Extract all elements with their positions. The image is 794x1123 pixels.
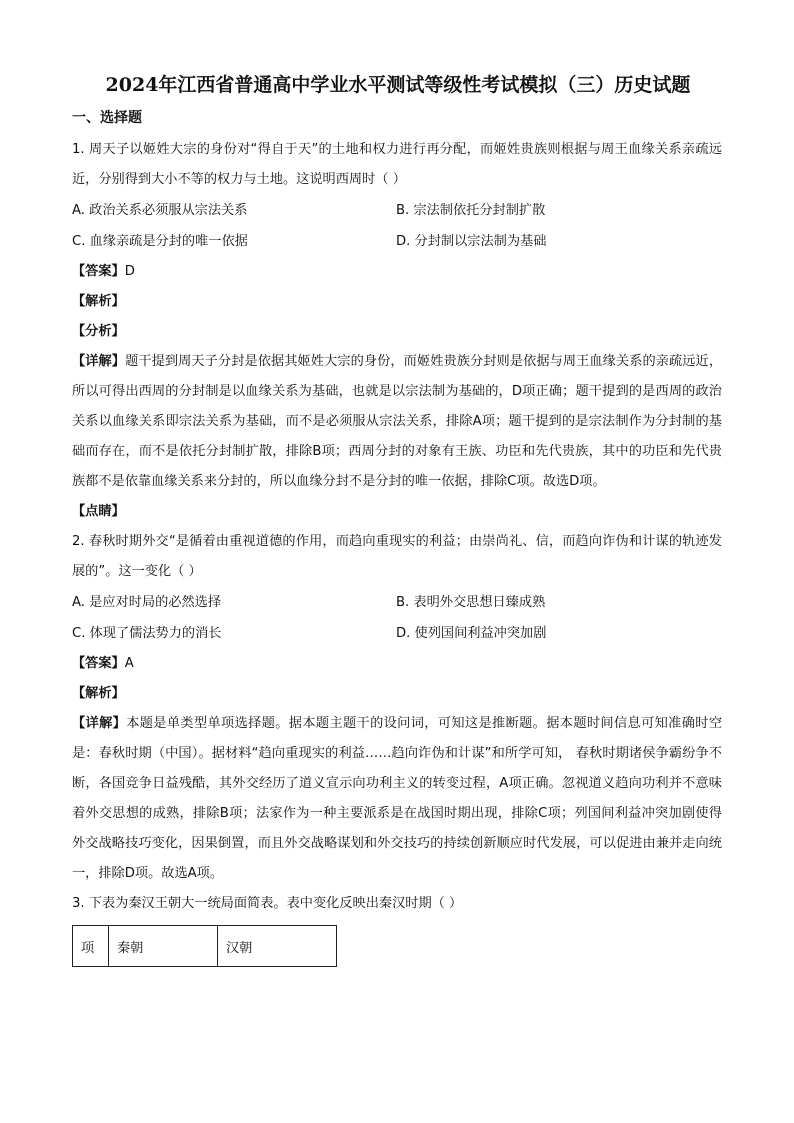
jiexi-tag: 【解析】 (72, 686, 125, 701)
option-a: A. 政治关系必须服从宗法关系 (72, 203, 248, 218)
answer-tag: 【答案】 (72, 264, 125, 279)
detail-text: 本题是单类型单项选择题。据本题主题干的设问词，可知这是推断题。据本题时间信息可知准确时空是：春秋时期（中国）。据材料“趋向重现实的利益……趋向诈伪和计谋”和所学可知， 春秋时期诸侯争霸纷争不断，各国竞争日益残酷，其外交经历了道义宣示向功利主义的转变过程，A项正确。忽视道义趋向功利并不意味着外交思想的成熟，排除B项；法家作为一种主要派系是在战国时期出现，排除C项；列国间利益冲突加剧使得外交战略技巧变化，因果倒置，而且外交战略谋划和外交技巧的持续创新顺应时代发展，可以促进由兼并走向统一，排除D项。故选A项。 (72, 716, 723, 881)
question-3 (72, 889, 722, 967)
jiexi-tag: 【解析】 (72, 294, 125, 309)
question-2 (72, 527, 722, 889)
detail-tag: 【详解】 (72, 354, 126, 369)
answer-line (72, 649, 722, 679)
question-1-options (72, 195, 722, 257)
question-3-stem: 3. 下表为秦汉王朝大一统局面简表。表中变化反映出秦汉时期（ ） (72, 896, 463, 911)
question-2-options (72, 587, 722, 649)
answer-value: A (124, 656, 134, 671)
table-header-row (73, 926, 337, 967)
fenxi-tag: 【分析】 (72, 324, 125, 339)
section-heading: 一、选择题 (72, 110, 142, 126)
option-c: C. 体现了儒法势力的消长 (72, 626, 222, 641)
answer-line (72, 257, 722, 287)
option-d: D. 使列国间利益冲突加剧 (396, 626, 547, 641)
question-1 (72, 135, 722, 527)
option-b: B. 宗法制依托分封制扩散 (396, 203, 546, 218)
question-2-stem: 2. 春秋时期外交“是循着由重视道德的作用，而趋向重现实的利益；由崇尚礼、信，而趋向诈伪和计谋的轨迹发展的”。这一变化（ ） (72, 534, 722, 579)
option-a: A. 是应对时局的必然选择 (72, 595, 222, 610)
document-page (72, 70, 722, 967)
table-header-cell: 秦朝 (109, 926, 218, 967)
option-c: C. 血缘亲疏是分封的唯一依据 (72, 234, 248, 249)
option-d: D. 分封制以宗法制为基础 (396, 234, 547, 249)
dianjing-tag: 【点睛】 (72, 504, 125, 519)
detail-paragraph (72, 347, 722, 497)
comparison-table (72, 925, 337, 967)
detail-text: 题干提到周天子分封是依据其姬姓大宗的身份，而姬姓贵族分封则是依据与周王血缘关系的亲疏远近，所以可得出西周的分封制是以血缘关系为基础，也就是以宗法制为基础的，D项正确；题干提到的是西周的政治关系以血缘关系即宗法关系为基础，而不是必须服从宗法关系，排除A项；题干提到的是宗法制作为分封制的基础而存在，而不是依托分封制扩散，排除B项；西周分封的对象有王族、功臣和先代贵族，其中的功臣和先代贵族都不是依靠血缘关系来分封的，所以血缘分封不是分封的唯一依据，排除C项。故选D项。 (72, 354, 723, 489)
question-1-stem: 1. 周天子以姬姓大宗的身份对“得自于天”的土地和权力进行再分配，而姬姓贵族则根据与周王血缘关系亲疏远近，分别得到大小不等的权力与土地。这说明西周时（ ） (72, 142, 722, 187)
option-b: B. 表明外交思想日臻成熟 (396, 595, 546, 610)
answer-tag: 【答案】 (72, 656, 125, 671)
detail-tag: 【详解】 (72, 716, 127, 731)
table-header-cell: 汉朝 (218, 926, 337, 967)
table-header-cell: 项 (73, 926, 109, 967)
page-title: 2024年江西省普通高中学业水平测试等级性考试模拟（三）历史试题 (105, 74, 691, 96)
answer-value: D (124, 264, 135, 279)
detail-paragraph (72, 709, 722, 889)
